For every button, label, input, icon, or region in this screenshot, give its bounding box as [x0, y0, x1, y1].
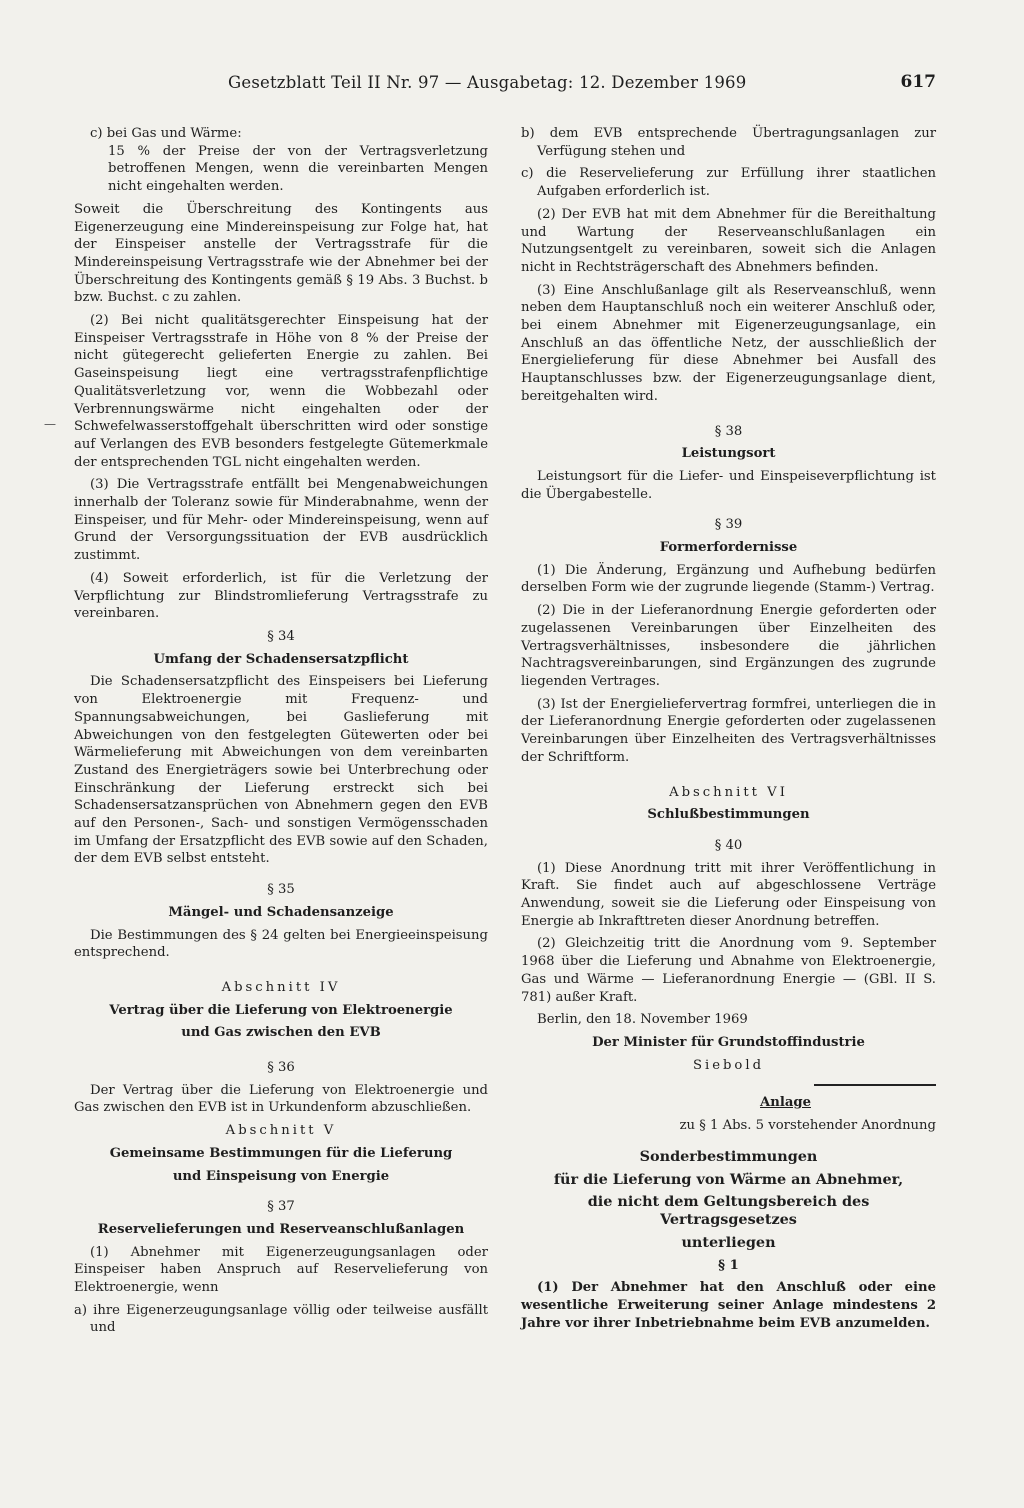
annex-title: unterliegen [681, 1233, 776, 1251]
signatory-name: Siebold [692, 1057, 765, 1073]
left-column [74, 125, 488, 1342]
paragraph: (3) Eine Anschlußanlage gilt als Reserveanschluß, wenn neben dem Hauptanschluß noch ein weiterer Anschluß oder, bei einem Abnehmer mit Eigenerzeugungsanlage, ein Anschluß an das öffentliche Netz, der ausschließlich der Energielieferung für diese Abnehmer bei Ausfall des Hauptanschlusses bzw. der Eigenerzeugungsanlage dient, bereitgehalten wird. [521, 282, 936, 404]
paragraph: (2) Der EVB hat mit dem Abnehmer für die Bereithaltung und Wartung der Reserveanschlußanlagen ein Nutzungsentgelt zu vereinbaren, soweit sich die Anlagen nicht in Rechtsträgerschaft des Abnehmers befinden. [521, 206, 936, 275]
annex-label: Anlage [760, 1095, 811, 1111]
list-item: c) die Reservelieferung zur Erfüllung ihrer staatlichen Aufgaben erforderlich ist. [521, 166, 936, 200]
paragraph: Die Schadensersatzpflicht des Einspeisers bei Lieferung von Elektroenergie mit Frequenz- und Spannungsabweichungen, bei Gaslieferung mit Abweichungen von den festgelegten Gütewerten oder bei Wärmelieferung mit Abweichungen von dem vereinbarten Zustand des Energieträgers sowie bei Unterbrechung oder Einschränkung der Lieferung erstreckt sich bei Schadensersatzansprüchen von Abnehmern gegen den EVB auf den Personen-, Sach- und sonstigen Vermögensschaden im Umfang der Ersatzpflicht des EVB sowie auf den Schaden, der dem EVB selbst entsteht. [74, 674, 488, 867]
list-item: a) ihre Eigenerzeugungsanlage völlig oder teilweise ausfällt und [74, 1302, 488, 1336]
section-title: Umfang der Schadensersatzpflicht [153, 651, 409, 667]
item-c-label: c) bei Gas und Wärme: [90, 126, 242, 141]
paragraph: Soweit die Überschreitung des Kontingents aus Eigenerzeugung eine Mindereinspeisung zur Folge hat, hat der Einspeiser anstelle der Vertragsstrafe für die Mindereinspeisung Vertragsstrafe wie der Abnehmer bei der Überschreitung des Kontingents gemäß § 19 Abs. 3 Buchst. b bzw. Buchst. c zu zahlen. [74, 201, 488, 306]
annex-title: die nicht dem Geltungsbereich des Vertragsgesetzes [587, 1193, 870, 1229]
paragraph: (1) Der Abnehmer hat den Anschluß oder eine wesentliche Erweiterung seiner Anlage mindestens 2 Jahre vor ihrer Inbetriebnahme beim EVB anzumelden. [521, 1280, 936, 1331]
place-date: Berlin, den 18. November 1969 [537, 1012, 748, 1028]
annex-reference: zu § 1 Abs. 5 vorstehender Anordnung [679, 1118, 936, 1134]
paragraph: (2) Bei nicht qualitätsgerechter Einspeisung hat der Einspeiser Vertragsstrafe in Höhe von 8 % der Preise der nicht gütegerecht gelieferten Energie zu zahlen. Bei Gaseinspeisung liegt eine vertragsstrafenpflichtige Qualitätsverletzung vor, wenn die Wobbezahl oder Verbrennungswärme nicht eingehalten oder der Schwefelwasserstoffgehalt überschritten wird oder sonstige auf Verlangen des EVB besonders festgelegte Gütemerkmale der entsprechenden TGL nicht eingehalten werden. [74, 313, 488, 470]
paragraph: Die Bestimmungen des § 24 gelten bei Energieeinspeisung entsprechend. [74, 927, 488, 961]
paragraph: (1) Die Änderung, Ergänzung und Aufhebung bedürfen derselben Form wie der zugrunde liegende (Stamm-) Vertrag. [521, 562, 936, 596]
header-title: Gesetzblatt Teil II Nr. 97 — Ausgabetag: 12. Dezember 1969 [228, 73, 747, 92]
margin-mark: — [44, 417, 56, 431]
paragraph: (2) Gleichzeitig tritt die Anordnung vom 9. September 1968 über die Lieferung und Abnahme von Elektroenergie, Gas und Wärme — Lieferanordnung Energie — (GBl. II S. 781) außer Kraft. [521, 936, 936, 1005]
paragraph: Der Vertrag über die Lieferung von Elektroenergie und Gas zwischen den EVB ist in Urkundenform abzuschließen. [74, 1082, 488, 1116]
section-number: § 39 [714, 517, 743, 533]
divider [814, 1084, 936, 1086]
annex-title: für die Lieferung von Wärme an Abnehmer, [553, 1170, 904, 1188]
item-c-text: 15 % der Preise der von der Vertragsverletzung betroffenen Mengen, wenn die vereinbarten Mengen nicht eingehalten werden. [108, 143, 488, 195]
section-number: § 36 [267, 1060, 295, 1076]
paragraph: Leistungsort für die Liefer- und Einspeiseverpflichtung ist die Übergabestelle. [521, 468, 936, 502]
chapter-label: Abschnitt IV [221, 979, 341, 995]
section-title: Reservelieferungen und Reserveanschlußanlagen [97, 1221, 465, 1237]
section-title: Mängel- und Schadensanzeige [168, 904, 394, 920]
right-column [521, 125, 936, 1338]
paragraph: (4) Soweit erforderlich, ist für die Verletzung der Verpflichtung zur Blindstromlieferung Vertragsstrafe zu vereinbaren. [74, 570, 488, 622]
chapter-title: und Einspeisung von Energie [172, 1168, 390, 1184]
section-number: § 1 [718, 1257, 739, 1273]
section-number: § 35 [267, 882, 295, 898]
annex-title: Sonderbestimmungen [639, 1147, 818, 1165]
section-title: Leistungsort [681, 446, 776, 462]
chapter-title: und Gas zwischen den EVB [181, 1025, 381, 1041]
chapter-label: Abschnitt VI [669, 784, 788, 800]
chapter-title: Gemeinsame Bestimmungen für die Lieferung [109, 1145, 453, 1161]
paragraph: (2) Die in der Lieferanordnung Energie geforderten oder zugelassenen Vereinbarungen über Einzelheiten des Vertragsverhältnisses, insbesondere die jährlichen Nachtragsvereinbarungen, sind Ergänzungen des zugrunde liegenden Vertrages. [521, 603, 936, 689]
section-number: § 34 [267, 628, 295, 644]
paragraph: (3) Ist der Energieliefervertrag formfrei, unterliegen die in der Lieferanordnung Energie geforderten oder zugelassenen Vereinbarungen über Einzelheiten des Vertragsverhältnisses der Schriftform. [521, 696, 936, 765]
section-title: Formerfordernisse [659, 540, 798, 556]
list-item: b) dem EVB entsprechende Übertragungsanlagen zur Verfügung stehen und [521, 126, 936, 159]
signatory-title: Der Minister für Grundstoffindustrie [592, 1034, 865, 1050]
section-number: § 38 [714, 423, 743, 439]
chapter-title: Vertrag über die Lieferung von Elektroenergie [109, 1002, 453, 1018]
paragraph: (3) Die Vertragsstrafe entfällt bei Mengenabweichungen innerhalb der Toleranz sowie für Minderabnahme, wenn der Einspeiser, und für Mehr- oder Mindereinspeisung, wenn auf Grund der Versorgungssituation der EVB ausdrücklich zustimmt. [74, 477, 488, 564]
chapter-title: Schlußbestimmungen [647, 807, 810, 823]
chapter-label: Abschnitt V [225, 1123, 337, 1139]
paragraph: (1) Abnehmer mit Eigenerzeugungsanlagen oder Einspeiser haben Anspruch auf Reservelieferung von Elektroenergie, wenn [74, 1244, 488, 1296]
paragraph: (1) Diese Anordnung tritt mit ihrer Veröffentlichung in Kraft. Sie findet auch auf abgeschlossene Verträge Anwendung, soweit sie die Lieferung oder Einspeisung von Energie ab Inkrafttreten dieser Anordnung betreffen. [521, 860, 936, 929]
page-number: 617 [900, 72, 936, 92]
page-header [228, 73, 936, 97]
section-number: § 37 [267, 1199, 295, 1215]
section-number: § 40 [714, 837, 743, 853]
